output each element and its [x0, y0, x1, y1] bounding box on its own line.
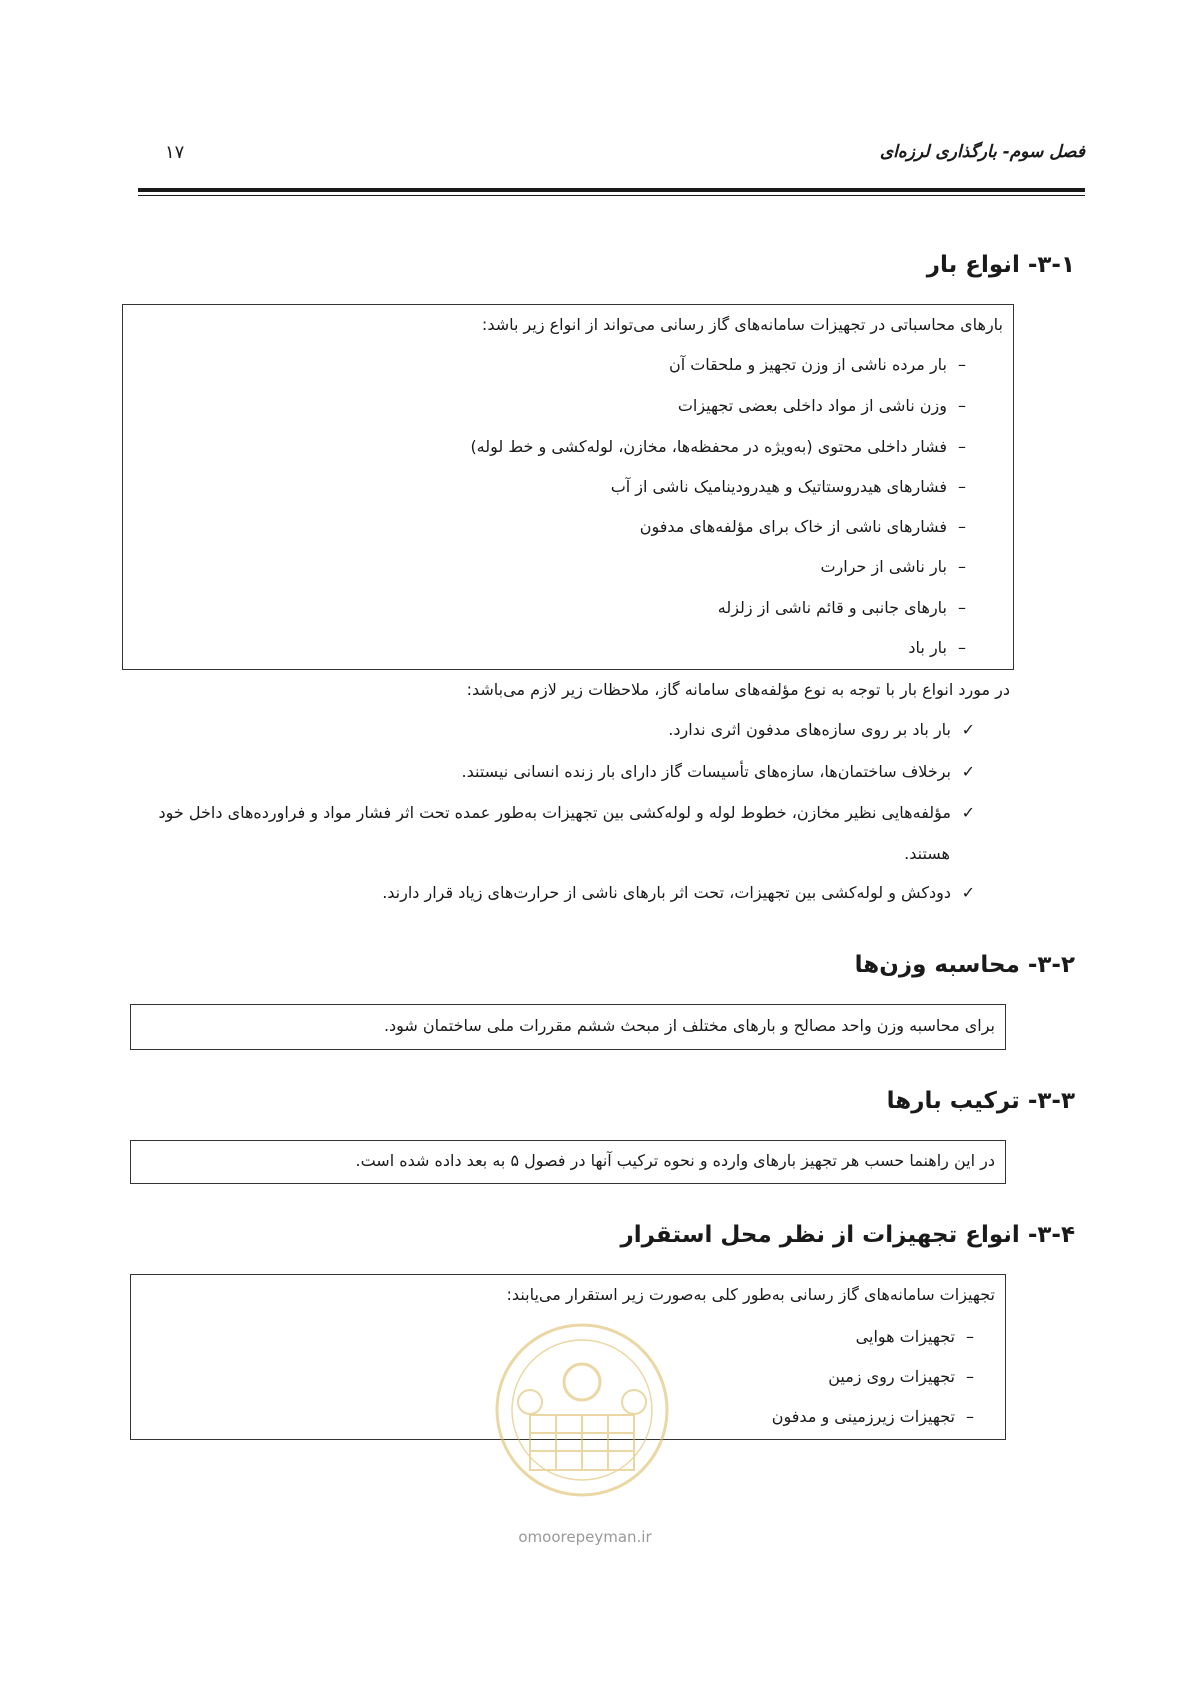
header-rule-thin [138, 195, 1085, 196]
check-item: ✓بار باد بر روی سازه‌های مدفون اثری ندارد. [668, 720, 975, 739]
watermark-seal-icon [470, 1310, 700, 1550]
load-types-box [122, 304, 1014, 670]
check-item-continuation: هستند. [904, 844, 950, 863]
equipment-location-intro: تجهیزات سامانه‌های گاز رسانی به‌طور کلی به‌صورت زیر استقرار می‌یابند: [506, 1285, 995, 1304]
list-item: –بار باد [908, 638, 966, 657]
load-types-intro: بارهای محاسباتی در تجهیزات سامانه‌های گاز رسانی می‌تواند از انواع زیر باشد: [481, 315, 1003, 334]
list-item: –فشارهای هیدروستاتیک و هیدرودینامیک ناشی از آب [610, 477, 966, 496]
watermark-seal [470, 1310, 700, 1550]
watermark-url: omoorepeyman.ir [518, 1528, 652, 1546]
check-item: ✓برخلاف ساختمان‌ها، سازه‌های تأسیسات گاز دارای بار زنده انسانی نیستند. [461, 762, 975, 781]
list-item: –بارهای جانبی و قائم ناشی از زلزله [717, 598, 966, 617]
section-heading-load-types: ۳-۱- انواع بار [926, 252, 1075, 278]
section-heading-equipment-location: ۳-۴- انواع تجهیزات از نظر محل استقرار [620, 1222, 1075, 1248]
check-item: ✓دودکش و لوله‌کشی بین تجهیزات، تحت اثر بارهای ناشی از حرارت‌های زیاد قرار دارند. [382, 883, 975, 902]
load-combinations-box [130, 1140, 1006, 1184]
load-considerations-intro: در مورد انواع بار با توجه به نوع مؤلفه‌های سامانه گاز، ملاحظات زیر لازم می‌باشد: [466, 680, 1010, 699]
list-item: –تجهیزات زیرزمینی و مدفون [771, 1407, 974, 1426]
list-item: –تجهیزات روی زمین [828, 1367, 974, 1386]
load-combinations-text: در این راهنما حسب هر تجهیز بارهای وارده و نحوه ترکیب آنها در فصول ۵ به بعد داده شده است. [355, 1151, 995, 1170]
chapter-title: فصل سوم- بارگذاری لرزه‌ای [879, 142, 1085, 162]
list-item: –بار ناشی از حرارت [820, 557, 966, 576]
page-number: ۱۷ [165, 142, 185, 163]
weight-calculation-box [130, 1004, 1006, 1050]
list-item: –بار مرده ناشی از وزن تجهیز و ملحقات آن [668, 355, 966, 374]
header-rule-thick [138, 188, 1085, 192]
list-item: –تجهیزات هوایی [855, 1327, 974, 1346]
section-heading-weight-calculation: ۳-۲- محاسبه وزن‌ها [854, 952, 1075, 978]
list-item: –فشارهای ناشی از خاک برای مؤلفه‌های مدفون [639, 517, 966, 536]
weight-calculation-text: برای محاسبه وزن واحد مصالح و بارهای مختلف از مبحث ششم مقررات ملی ساختمان شود. [383, 1016, 995, 1035]
section-heading-load-combinations: ۳-۳- ترکیب بارها [886, 1088, 1075, 1114]
check-item: ✓مؤلفه‌هایی نظیر مخازن، خطوط لوله و لوله‌کشی بین تجهیزات به‌طور عمده تحت اثر فشار مواد و فراورده‌های داخل خود [158, 803, 975, 822]
list-item: –فشار داخلی محتوی (به‌ویژه در محفظه‌ها، مخازن، لوله‌کشی و خط لوله) [470, 437, 966, 456]
list-item: –وزن ناشی از مواد داخلی بعضی تجهیزات [677, 396, 966, 415]
